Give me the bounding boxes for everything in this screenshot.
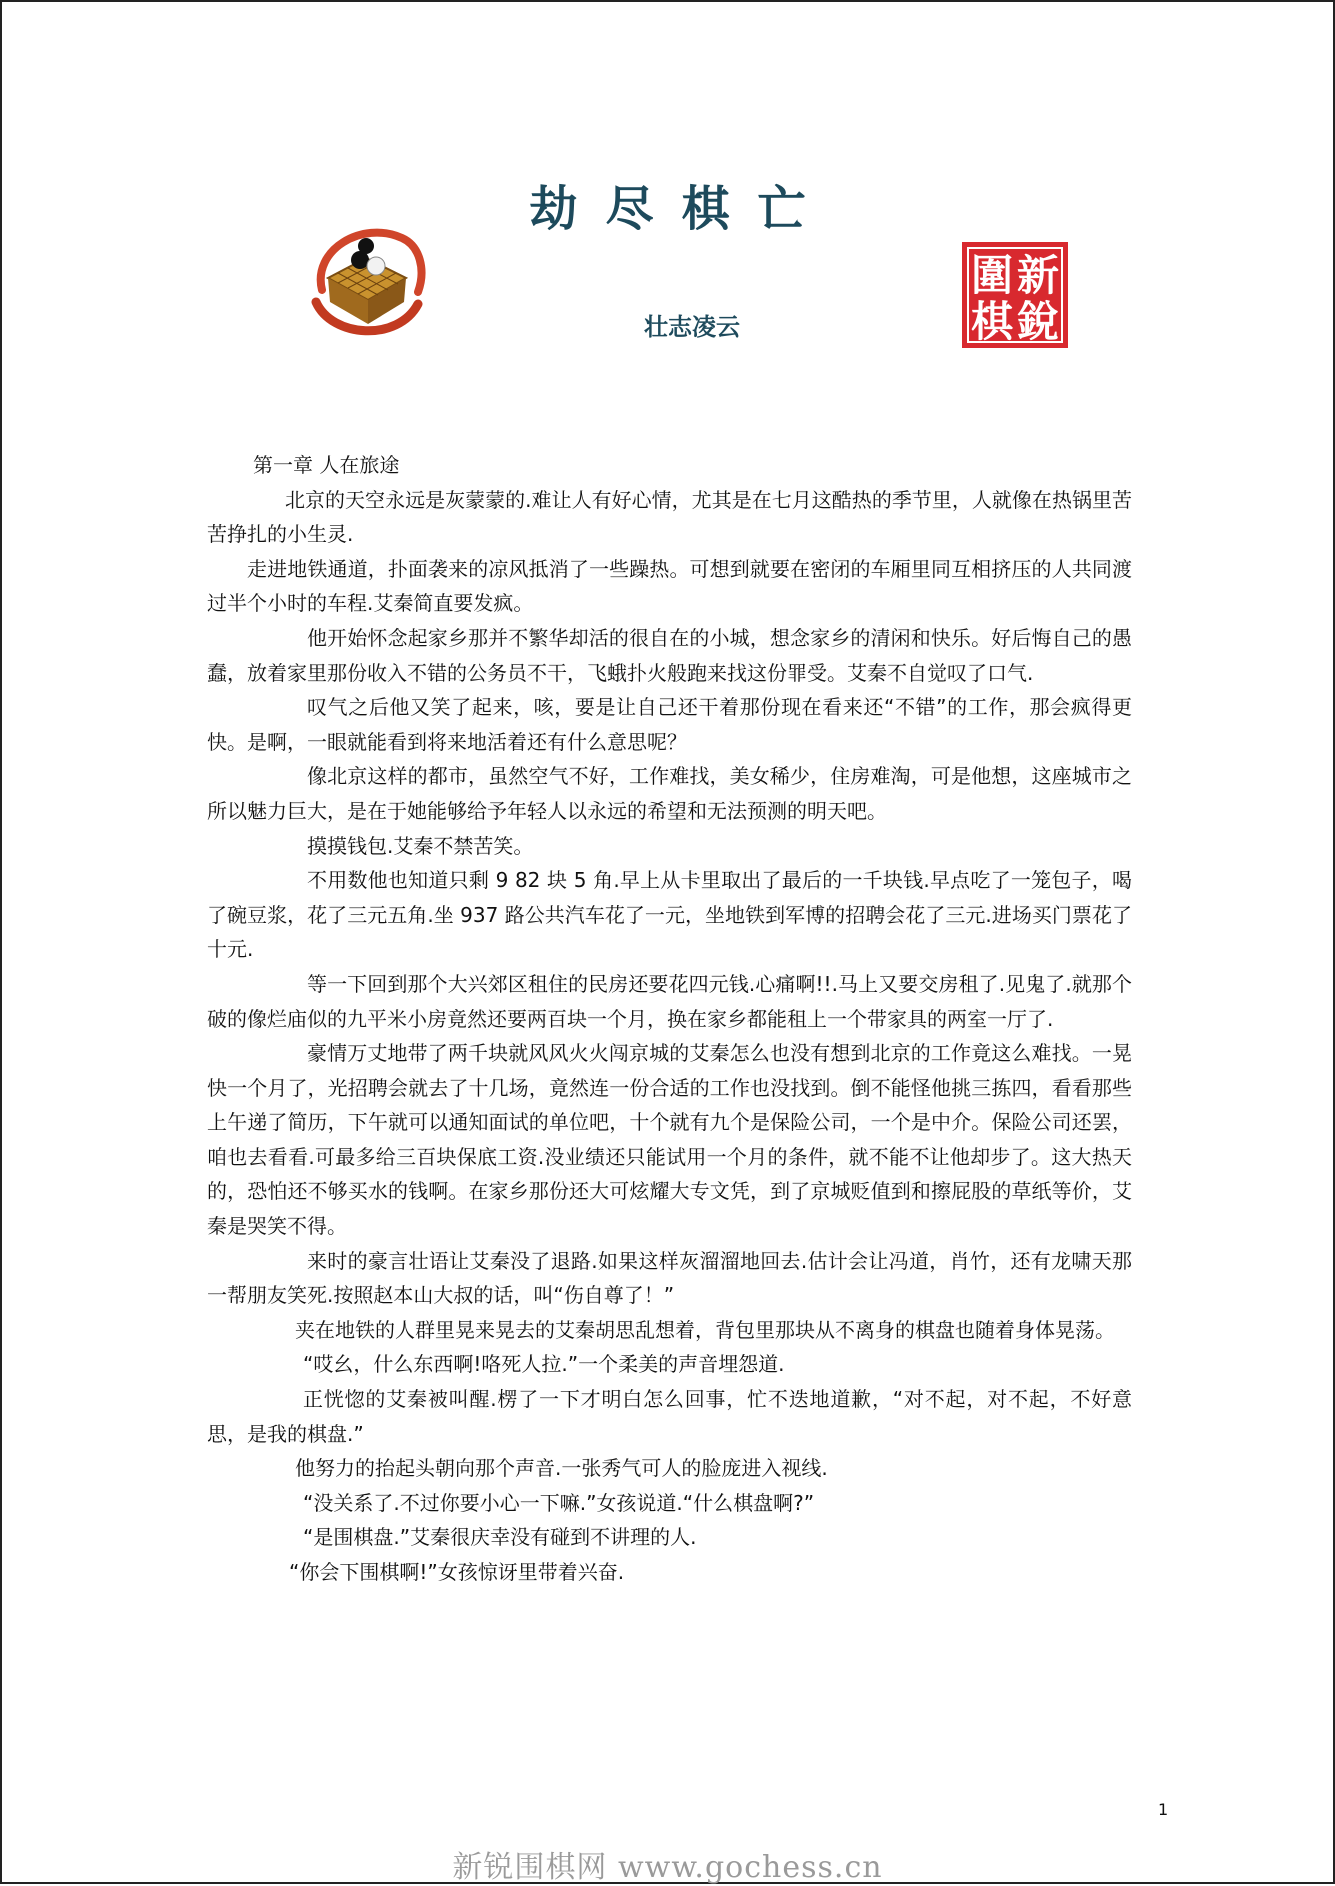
paragraph: “你会下围棋啊!”女孩惊讶里带着兴奋. [289,1560,625,1584]
paragraph: “哎幺，什么东西啊!咯死人拉.”一个柔美的声音埋怨道. [303,1352,785,1377]
page-number: 1 [1158,1800,1169,1819]
svg-text:新: 新 [1016,251,1060,300]
chapter-heading: 第一章 人在旅途 [253,453,400,477]
paragraph: 不用数他也知道只剩 9 82 块 5 角.早上从卡里取出了最后的一千块钱.早点吃了一笼包子，喝了碗豆浆，花了三元五角.坐 937 路公共汽车花了一元，坐地铁到军博的招聘会花了三元.进场买门票花了十元. [207,868,1132,962]
paragraph: 摸摸钱包.艾秦不禁苦笑。 [307,833,534,858]
svg-text:棋: 棋 [970,297,1014,346]
seal-stamp-icon [960,240,1070,350]
paragraph: 北京的天空永远是灰蒙蒙的.难让人有好心情，尤其是在七月这酷热的季节里，人就像在热锅里苦苦挣扎的小生灵. [207,487,1132,547]
paragraph: “是围棋盘.”艾秦很庆幸没有碰到不讲理的人. [303,1525,697,1550]
document-body [207,448,1132,1590]
paragraph: 走进地铁通道，扑面袭来的凉风抵消了一些躁热。可想到就要在密闭的车厢里同互相挤压的人共同渡过半个小时的车程.艾秦简直要发疯。 [207,556,1132,616]
svg-text:圍: 圍 [970,251,1014,300]
document-title: 劫尽棋亡 [529,181,834,237]
document-author: 壮志凌云 [644,313,740,341]
svg-text:銳: 銳 [1016,297,1060,346]
paragraph: 来时的豪言壮语让艾秦没了退路.如果这样灰溜溜地回去.估计会让冯道，肖竹，还有龙啸天那一帮朋友笑死.按照赵本山大叔的话，叫“伤自尊了！” [207,1248,1132,1308]
paragraph: 他开始怀念起家乡那并不繁华却活的很自在的小城，想念家乡的清闲和快乐。好后悔自己的愚蠢，放着家里那份收入不错的公务员不干，飞蛾扑火般跑来找这份罪受。艾秦不自觉叹了口气. [207,625,1132,685]
paragraph: 正恍惚的艾秦被叫醒.楞了一下才明白怎么回事，忙不迭地道歉，“对不起，对不起，不好意思，是我的棋盘.” [207,1387,1132,1446]
paragraph: 叹气之后他又笑了起来，咳，要是让自己还干着那份现在看来还“不错”的工作，那会疯得更快。是啊，一眼就能看到将来地活着还有什么意思呢？ [207,695,1132,754]
site-watermark: 新锐围棋网 www.gochess.cn [452,1850,883,1885]
paragraph: 豪情万丈地带了两千块就风风火火闯京城的艾秦怎么也没有想到北京的工作竟这么难找。一晃快一个月了，光招聘会就去了十几场，竟然连一份合适的工作也没找到。倒不能怪他挑三拣四，看看那些上午递了简历，下午就可以通知面试的单位吧，十个就有九个是保险公司，一个是中介。保险公司还罢，咱也去看看.可最多给三百块保底工资.没业绩还只能试用一个月的条件，就不能不让他却步了。这大热天的，恐怕还不够买水的钱啊。在家乡那份还大可炫耀大专文凭，到了京城贬值到和擦屁股的草纸等价，艾秦是哭笑不得。 [207,1041,1132,1239]
paragraph: 夹在地铁的人群里晃来晃去的艾秦胡思乱想着，背包里那块从不离身的棋盘也随着身体晃荡。 [295,1317,1115,1342]
paragraph: 等一下回到那个大兴郊区租住的民房还要花四元钱.心痛啊!!.马上又要交房租了.见鬼了.就那个破的像烂庙似的九平米小房竟然还要两百块一个月，换在家乡都能租上一个带家具的两室一厅了. [207,971,1132,1031]
paragraph: “没关系了.不过你要小心一下嘛.”女孩说道.“什么棋盘啊?” [303,1490,815,1515]
paragraph: 他努力的抬起头朝向那个声音.一张秀气可人的脸庞进入视线. [295,1456,828,1481]
paragraph: 像北京这样的都市，虽然空气不好，工作难找，美女稀少，住房难淘，可是他想，这座城市之所以魅力巨大，是在于她能够给予年轻人以永远的希望和无法预测的明天吧。 [207,764,1132,823]
